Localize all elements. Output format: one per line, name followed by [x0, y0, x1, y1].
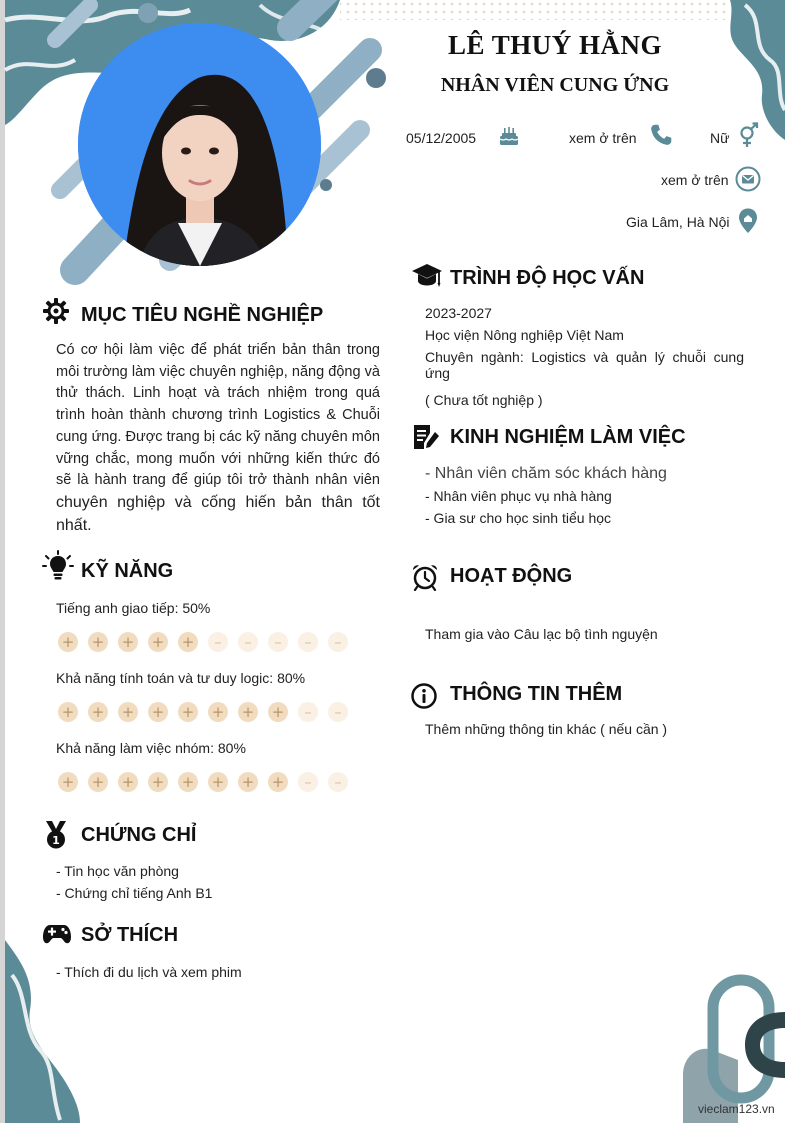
rating-dot-empty: – [328, 632, 348, 652]
rating-dot-filled: + [58, 772, 78, 792]
activities-title: HOẠT ĐỘNG [450, 565, 573, 587]
education-years: 2023-2027 [425, 305, 492, 321]
address-text: Gia Lâm, Hà Nội [626, 214, 730, 230]
education-status: ( Chưa tốt nghiệp ) [425, 392, 543, 408]
rating-dot-filled: + [268, 702, 288, 722]
rating-dot-filled: + [178, 702, 198, 722]
certificate-item: - Tin học văn phòng [56, 863, 179, 879]
rating-dot-empty: – [298, 632, 318, 652]
activities-text: Tham gia vào Câu lạc bộ tình nguyện [425, 626, 658, 642]
rating-dot-filled: + [88, 702, 108, 722]
email-text: xem ở trên [661, 172, 729, 188]
rating-dot-filled: + [118, 772, 138, 792]
rating-dot-filled: + [148, 772, 168, 792]
phone-text: xem ở trên [569, 130, 637, 146]
document-edit-icon [412, 423, 440, 451]
rating-dot-filled: + [88, 632, 108, 652]
location-icon [737, 207, 759, 235]
experience-item: - Nhân viên phục vụ nhà hàng [425, 488, 612, 504]
rating-dot-filled: + [58, 702, 78, 722]
rating-dot-empty: – [298, 772, 318, 792]
gear-icon [42, 297, 70, 325]
phone-icon [648, 122, 674, 148]
rating-dot-filled: + [208, 772, 228, 792]
rating-dot-empty: – [328, 772, 348, 792]
rating-dot-empty: – [328, 702, 348, 722]
portrait-image [78, 23, 321, 266]
education-school: Học viện Nông nghiệp Việt Nam [425, 327, 624, 343]
education-title: TRÌNH ĐỘ HỌC VẤN [450, 267, 645, 289]
rating-dot-filled: + [58, 632, 78, 652]
skill-label: Khả năng tính toán và tư duy logic: 80% [56, 670, 306, 686]
rating-dot-filled: + [178, 772, 198, 792]
lightbulb-icon [42, 550, 74, 582]
rating-dot-empty: – [298, 702, 318, 722]
medal-icon [42, 820, 70, 850]
cake-icon [497, 124, 521, 148]
rating-dot-filled: + [268, 772, 288, 792]
skills-title: KỸ NĂNG [81, 560, 174, 582]
info-icon [410, 682, 438, 710]
experience-title: KINH NGHIỆM LÀM VIỆC [450, 426, 686, 448]
certificates-title: CHỨNG CHỈ [81, 824, 197, 846]
rating-dot-filled: + [148, 702, 168, 722]
rating-dot-filled: + [208, 702, 228, 722]
gender-text: Nữ [710, 130, 730, 146]
gender-icon [737, 122, 761, 150]
more-info-text: Thêm những thông tin khác ( nếu cần ) [425, 721, 668, 737]
rating-dot-filled: + [88, 772, 108, 792]
gamepad-icon [42, 922, 72, 946]
hobby-item: - Thích đi du lịch và xem phim [56, 964, 242, 980]
footer-brand: vieclam123.vn [698, 1102, 775, 1116]
rating-dot-filled: + [148, 632, 168, 652]
experience-item: - Gia sư cho học sinh tiểu học [425, 510, 612, 526]
rating-dot-empty: – [268, 632, 288, 652]
objective-title: MỤC TIÊU NGHỀ NGHIỆP [81, 304, 324, 326]
hobbies-title: SỞ THÍCH [81, 924, 179, 946]
alarm-clock-icon [411, 563, 439, 591]
candidate-name: LÊ THUÝ HẰNG [447, 30, 663, 60]
rating-dot-filled: + [238, 772, 258, 792]
birthday-text: 05/12/2005 [406, 130, 477, 146]
rating-dot-empty: – [238, 632, 258, 652]
objective-text: Có cơ hội làm việc để phát triển bản thân trong môi trường làm việc chuyên nghiệp, năng động và thử thách. Linh hoạt và trách nhiệm trong quá trình hoàn thành chương trình Logistics & Chuỗi cung ứng. Được trang bị các kỹ năng chuyên môn vững chắc, mong muốn với những kiến thức đó sẽ là hành trang để giúp tôi trở thành nhân viên chuyên nghiệp và cống hiến bản thân tốt nhất. [56, 342, 380, 534]
rating-dot-filled: + [178, 632, 198, 652]
experience-item: - Nhân viên chăm sóc khách hàng [425, 465, 667, 482]
rating-dot-filled: + [118, 702, 138, 722]
rating-dot-empty: – [208, 632, 228, 652]
candidate-role: NHÂN VIÊN CUNG ỨNG [440, 74, 670, 96]
certificate-item: - Chứng chỉ tiếng Anh B1 [56, 885, 213, 901]
education-major: Chuyên ngành: Logistics và quản lý chuỗi cung ứng [425, 349, 744, 381]
skill-label: Tiếng anh giao tiếp: 50% [56, 600, 211, 616]
avatar [78, 23, 321, 266]
email-icon [735, 166, 761, 192]
rating-dot-filled: + [238, 702, 258, 722]
skill-label: Khả năng làm việc nhóm: 80% [56, 740, 246, 756]
svg-text:1: 1 [52, 834, 60, 847]
graduation-cap-icon [411, 262, 443, 290]
rating-dot-filled: + [118, 632, 138, 652]
more-info-title: THÔNG TIN THÊM [450, 683, 623, 705]
